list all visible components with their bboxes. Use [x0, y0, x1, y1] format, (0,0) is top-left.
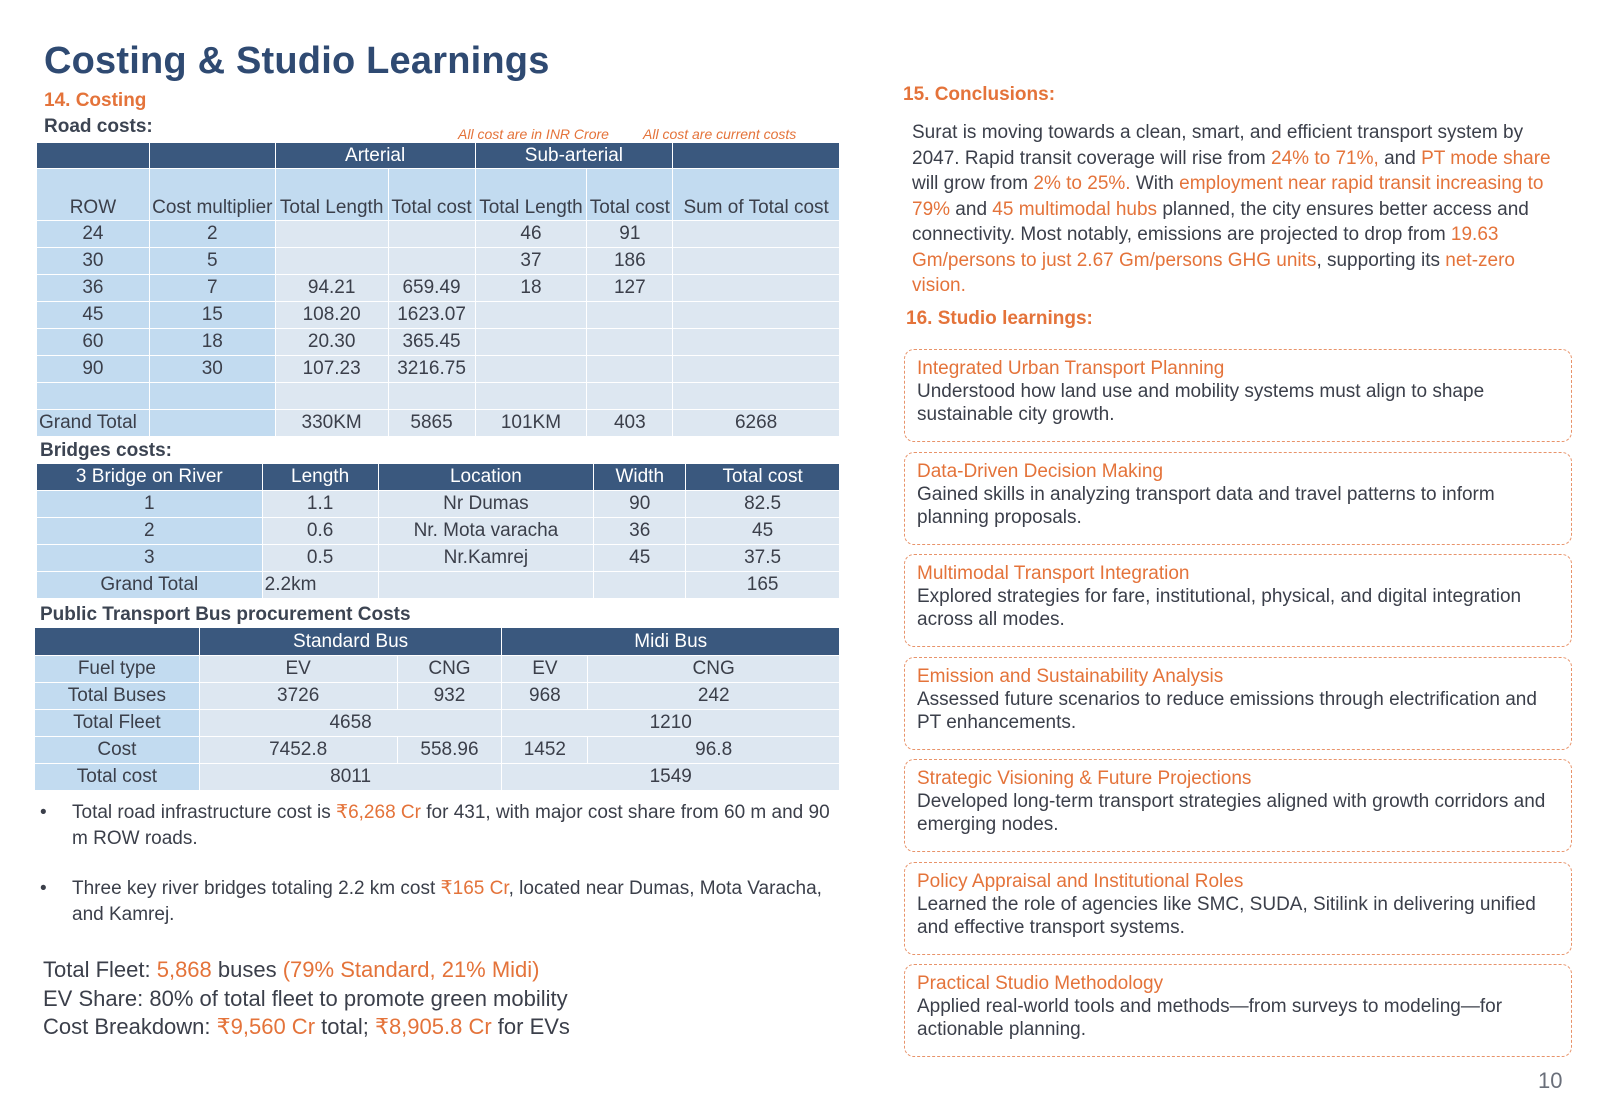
table-cell: Nr.Kamrej	[378, 545, 594, 572]
table-cell: 107.23	[275, 356, 388, 383]
conclusion-text: will grow from	[912, 173, 1034, 194]
table-cell: 8011	[199, 764, 502, 791]
summary-highlight: ₹8,905.8 Cr	[374, 1014, 492, 1039]
summary-text: Cost Breakdown:	[43, 1014, 217, 1039]
column-header: Length	[262, 464, 378, 491]
table-cell: Nr. Mota varacha	[378, 518, 594, 545]
table-cell	[475, 302, 587, 329]
conclusion-text: and	[1378, 147, 1422, 169]
grand-total-row	[37, 410, 840, 437]
table-cell: 330KM	[275, 410, 388, 437]
summary-text: total;	[315, 1014, 375, 1039]
road-group-arterial: Arterial	[275, 143, 475, 169]
row-label: 30	[37, 248, 150, 275]
table-cell	[673, 275, 840, 302]
column-header: Cost multiplier	[149, 169, 275, 221]
row-label: 24	[37, 221, 150, 248]
table-cell: EV	[502, 656, 588, 683]
row-label: 5	[149, 248, 275, 275]
table-cell: 94.21	[275, 275, 388, 302]
page-title: Costing & Studio Learnings	[44, 40, 550, 82]
table-cell: 242	[588, 683, 840, 710]
column-header: Total cost	[388, 169, 475, 221]
table-cell: 659.49	[388, 275, 475, 302]
conclusion-highlight: 24% to 71%	[1271, 147, 1374, 169]
learning-title: Practical Studio Methodology	[917, 973, 1164, 994]
row-label: 30	[149, 356, 275, 383]
row-label: 1	[37, 491, 263, 518]
table-cell: 96.8	[588, 737, 840, 764]
table-cell: 101KM	[475, 410, 587, 437]
road-costs-table	[36, 142, 840, 437]
bus-costs-label: Public Transport Bus procurement Costs	[40, 604, 411, 625]
bullet-item	[40, 800, 840, 852]
conclusion-text: planned, the city ensures better access and connectivity. Most notably, emissions are projected to drop from	[912, 198, 1529, 245]
learning-card	[904, 452, 1572, 545]
column-header: Sum of Total cost	[673, 169, 840, 221]
table-cell: 3726	[199, 683, 397, 710]
conclusion-text: Surat is moving towards a clean, smart, and efficient transport system by 2047. Rapid transit coverage will rise from	[912, 122, 1524, 169]
table-cell: 5865	[388, 410, 475, 437]
table-cell: 37	[475, 248, 587, 275]
table-cell	[673, 356, 840, 383]
table-cell: 1452	[502, 737, 588, 764]
table-cell: 968	[502, 683, 588, 710]
table-cell	[275, 383, 388, 410]
bullet-highlight: ₹165 Cr	[440, 878, 509, 899]
table-cell: 82.5	[686, 491, 840, 518]
summary-text: Total Fleet:	[43, 957, 157, 982]
conclusion-highlight: employment near rapid transit increasing to 79%	[912, 173, 1544, 220]
conclusions-text	[912, 120, 1562, 299]
table-cell: 3216.75	[388, 356, 475, 383]
bullet-text: Three key river bridges totaling 2.2 km cost	[72, 878, 441, 899]
conclusions-heading: 15. Conclusions:	[903, 84, 1056, 105]
row-label	[149, 383, 275, 410]
summary-highlight: (79% Standard, 21% Midi)	[282, 957, 540, 982]
road-header-blank-2	[149, 143, 275, 169]
grand-total-row	[37, 572, 840, 599]
bus-group-midi: Midi Bus	[502, 628, 840, 656]
table-cell: 1623.07	[388, 302, 475, 329]
learning-title: Emission and Sustainability Analysis	[917, 665, 1224, 687]
learning-card	[904, 554, 1572, 647]
table-cell	[475, 356, 587, 383]
table-row	[37, 302, 840, 329]
learning-title: Strategic Visioning & Future Projections	[917, 768, 1252, 789]
row-label: Fuel type	[35, 656, 200, 683]
learnings-heading: 16. Studio learnings:	[906, 308, 1093, 329]
table-cell: 2.2km	[262, 572, 378, 599]
row-label	[37, 383, 150, 410]
table-cell: CNG	[397, 656, 502, 683]
table-cell: 90	[594, 491, 686, 518]
table-cell: 45	[594, 545, 686, 572]
row-label: 3	[37, 545, 263, 572]
table-cell: 45	[686, 518, 840, 545]
column-header: Width	[594, 464, 686, 491]
table-cell: EV	[199, 656, 397, 683]
row-label: Cost	[35, 737, 200, 764]
column-header: 3 Bridge on River	[37, 464, 263, 491]
table-row	[37, 518, 840, 545]
summary-text: for EVs	[491, 1014, 570, 1039]
row-label: 2	[149, 221, 275, 248]
learning-description: Applied real-world tools and methods—from surveys to modeling—for actionable planning.	[917, 996, 1503, 1040]
table-row	[35, 710, 840, 737]
table-cell: 558.96	[397, 737, 502, 764]
table-row	[35, 683, 840, 710]
summary-highlight: 5,868	[156, 957, 212, 982]
column-header: ROW	[37, 169, 150, 221]
costing-heading: 14. Costing	[44, 90, 147, 111]
table-row	[37, 221, 840, 248]
road-group-sub-arterial: Sub-arterial	[475, 143, 673, 169]
bullet-text: Total road infrastructure cost is	[72, 802, 336, 823]
learning-card	[904, 349, 1572, 442]
table-cell: 403	[587, 410, 673, 437]
table-cell	[275, 221, 388, 248]
learning-card	[904, 862, 1572, 955]
conclusion-highlight: 19.63 Gm/persons to just 2.67 Gm/persons GHG units	[912, 224, 1499, 271]
learning-description: Understood how land use and mobility systems must align to shape sustainable city growth.	[917, 381, 1485, 425]
table-cell: 4658	[199, 710, 502, 737]
bullet-highlight: ₹6,268 Cr	[336, 802, 421, 823]
table-cell: 36	[594, 518, 686, 545]
table-cell: 108.20	[275, 302, 388, 329]
road-costs-label: Road costs:	[44, 116, 153, 137]
learning-title: Integrated Urban Transport Planning	[917, 358, 1225, 379]
table-cell	[388, 221, 475, 248]
table-cell: 7452.8	[199, 737, 397, 764]
learning-title: Multimodal Transport Integration	[917, 563, 1190, 584]
conclusion-text: , supporting its	[1316, 249, 1446, 271]
table-row	[37, 275, 840, 302]
table-cell: 165	[686, 572, 840, 599]
table-cell: 91	[587, 221, 673, 248]
costing-bullets	[40, 800, 840, 952]
page-number: 10	[1538, 1068, 1563, 1093]
row-label: 7	[149, 275, 275, 302]
table-cell: 1210	[502, 710, 840, 737]
row-label: Total cost	[35, 764, 200, 791]
table-cell: 365.45	[388, 329, 475, 356]
column-header: Location	[378, 464, 594, 491]
table-cell	[594, 572, 686, 599]
learning-title: Data-Driven Decision Making	[917, 460, 1164, 482]
row-label: 90	[37, 356, 150, 383]
conclusion-highlight: PT mode share	[1421, 147, 1551, 169]
table-row	[35, 737, 840, 764]
learning-description: Explored strategies for fare, institutional, physical, and digital integration across all modes.	[917, 586, 1522, 630]
learning-description: Learned the role of agencies like SMC, SUDA, Sitilink in delivering unified and effective transport systems.	[917, 893, 1536, 938]
table-cell	[378, 572, 594, 599]
table-cell: 932	[397, 683, 502, 710]
row-label	[149, 410, 275, 437]
fleet-summary	[43, 956, 570, 1042]
table-row	[37, 329, 840, 356]
bridges-costs-label: Bridges costs:	[40, 440, 172, 461]
table-cell	[587, 329, 673, 356]
row-label: Grand Total	[37, 410, 150, 437]
column-header: Total Length	[475, 169, 587, 221]
summary-text: buses	[211, 957, 283, 982]
ev-share-line: EV Share: 80% of total fleet to promote green mobility	[43, 985, 568, 1011]
bus-header-blank	[35, 628, 200, 656]
table-cell: 20.30	[275, 329, 388, 356]
row-label: 36	[37, 275, 150, 302]
table-cell	[587, 302, 673, 329]
table-row	[37, 545, 840, 572]
column-header: Total cost	[587, 169, 673, 221]
learning-card	[904, 759, 1572, 852]
table-cell	[673, 248, 840, 275]
bullet-dot: •	[40, 878, 47, 899]
table-cell	[388, 383, 475, 410]
table-cell: 6268	[673, 410, 840, 437]
units-note: All cost are in INR Crore	[458, 126, 609, 142]
learning-card	[904, 657, 1572, 750]
bridges-costs-table	[36, 463, 840, 599]
table-cell	[673, 302, 840, 329]
learning-description: Developed long-term transport strategies aligned with growth corridors and emerging nodes.	[917, 791, 1546, 835]
row-label: 45	[37, 302, 150, 329]
learning-card	[904, 964, 1572, 1057]
learning-title: Policy Appraisal and Institutional Roles	[917, 870, 1244, 892]
table-cell	[475, 383, 587, 410]
current-cost-note: All cost are current costs	[643, 126, 797, 142]
table-cell: Nr Dumas	[378, 491, 594, 518]
table-cell	[673, 383, 840, 410]
table-row	[37, 383, 840, 410]
table-cell: 1549	[502, 764, 840, 791]
table-cell: 46	[475, 221, 587, 248]
table-cell	[587, 383, 673, 410]
row-label: 18	[149, 329, 275, 356]
cost-breakdown-line	[43, 1013, 570, 1042]
table-cell	[587, 356, 673, 383]
row-label: Grand Total	[37, 572, 263, 599]
bullet-text: for 431, with major cost share from 60 m and 90 m ROW roads.	[72, 802, 830, 849]
bus-procurement-table	[34, 627, 840, 791]
table-cell	[388, 248, 475, 275]
table-cell	[275, 248, 388, 275]
conclusion-text: With	[1130, 173, 1180, 194]
conclusion-highlight: 2% to 25%.	[1033, 173, 1131, 194]
learning-description: Gained skills in analyzing transport data and travel patterns to inform planning proposals.	[917, 483, 1495, 528]
table-cell	[673, 221, 840, 248]
table-row	[35, 656, 840, 683]
bus-group-standard: Standard Bus	[199, 628, 502, 656]
table-row	[37, 356, 840, 383]
table-cell: 0.5	[262, 545, 378, 572]
table-row	[37, 491, 840, 518]
row-label: 60	[37, 329, 150, 356]
table-row	[35, 764, 840, 791]
learning-description: Assessed future scenarios to reduce emissions through electrification and PT enhancements.	[917, 688, 1537, 733]
table-cell: 186	[587, 248, 673, 275]
summary-highlight: ₹9,560 Cr	[216, 1014, 316, 1039]
bullet-dot: •	[40, 802, 47, 823]
table-cell	[475, 329, 587, 356]
fleet-line	[43, 956, 570, 985]
conclusion-highlight: ,	[1373, 147, 1379, 169]
table-row	[37, 248, 840, 275]
column-header: Total Length	[275, 169, 388, 221]
road-header-blank-1	[37, 143, 150, 169]
table-cell: 18	[475, 275, 587, 302]
table-cell: 127	[587, 275, 673, 302]
table-cell	[673, 329, 840, 356]
table-cell: 0.6	[262, 518, 378, 545]
road-header-blank-3	[673, 143, 840, 169]
conclusion-highlight: 45 multimodal hubs	[992, 198, 1158, 220]
bullet-text: , located near Dumas, Mota Varacha, and Kamrej.	[72, 878, 822, 925]
table-cell: CNG	[588, 656, 840, 683]
conclusion-highlight: net-zero vision.	[912, 249, 1515, 296]
column-header: Total cost	[686, 464, 840, 491]
row-label: 2	[37, 518, 263, 545]
row-label: 15	[149, 302, 275, 329]
row-label: Total Fleet	[35, 710, 200, 737]
table-cell: 1.1	[262, 491, 378, 518]
table-cell: 37.5	[686, 545, 840, 572]
row-label: Total Buses	[35, 683, 200, 710]
conclusion-text: and	[950, 198, 993, 220]
bullet-item	[40, 876, 840, 928]
